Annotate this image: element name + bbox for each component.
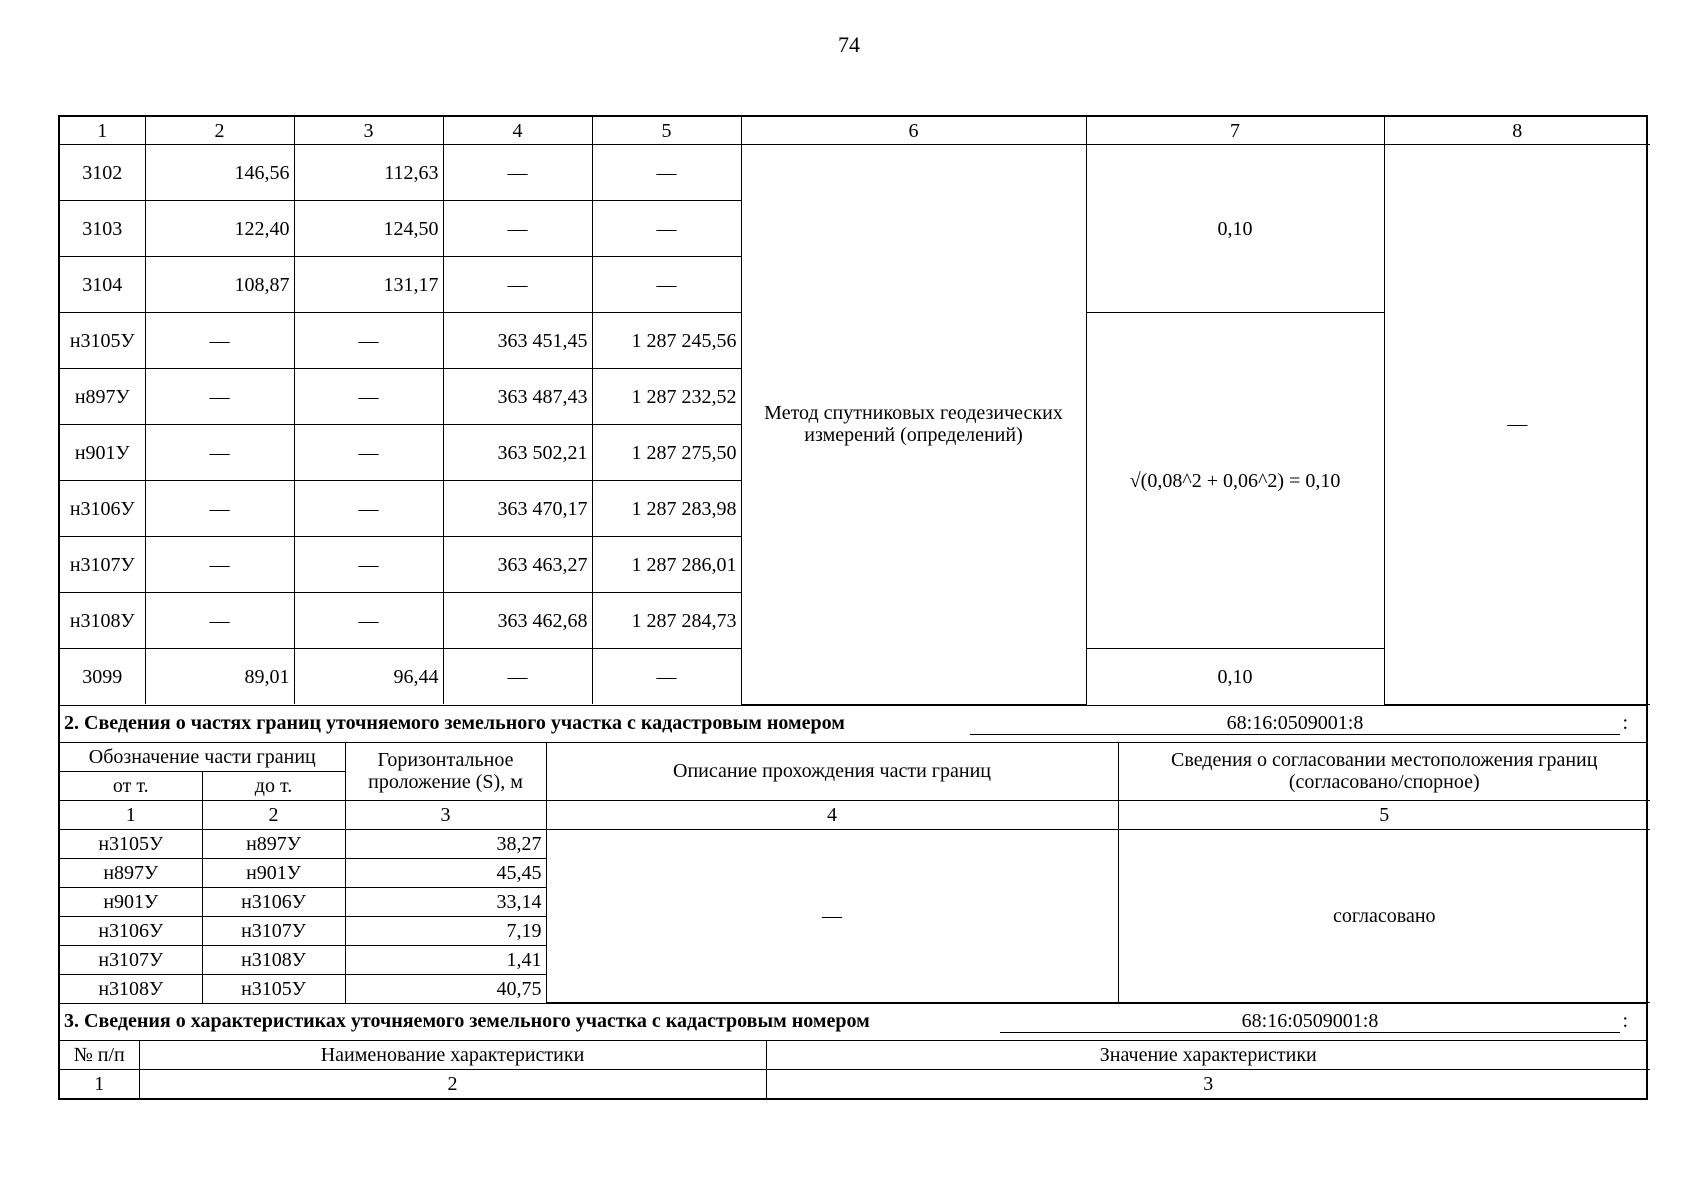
cell: — [592, 145, 741, 201]
point-id: н897У [60, 369, 145, 425]
cadastral-number: 68:16:0509001:8 [1000, 1010, 1620, 1033]
col-num: 5 [1118, 800, 1650, 829]
section3-title-row [60, 1003, 1646, 1041]
cell: 108,87 [145, 257, 294, 313]
cell: — [592, 649, 741, 705]
cell: — [294, 425, 443, 481]
col8-cell: — [1384, 145, 1650, 705]
point-id: 3104 [60, 257, 145, 313]
table-num-row [60, 800, 1650, 829]
point-id: н3105У [60, 313, 145, 369]
col-header: Описание прохождения части границ [546, 743, 1118, 801]
cell: 363 502,21 [443, 425, 592, 481]
cell: 1 287 275,50 [592, 425, 741, 481]
accuracy-bottom: 0,10 [1086, 649, 1384, 705]
table-num-row [60, 1070, 1650, 1099]
col-header: Наименование характеристики [139, 1041, 766, 1070]
description-cell: — [546, 829, 1118, 1003]
point-id: н3106У [60, 481, 145, 537]
length: 40,75 [345, 974, 546, 1003]
point-id: н901У [60, 425, 145, 481]
document-table [58, 115, 1648, 1100]
cell: — [443, 201, 592, 257]
cell: 131,17 [294, 257, 443, 313]
cell: — [592, 257, 741, 313]
from-point: н897У [60, 858, 202, 887]
coordinates-table [60, 117, 1650, 705]
col-header: 1 [60, 117, 145, 145]
point-id: н3108У [60, 593, 145, 649]
cell: — [443, 145, 592, 201]
col-header: № п/п [60, 1041, 139, 1070]
cell: — [443, 257, 592, 313]
col-header: 5 [592, 117, 741, 145]
from-point: н3106У [60, 916, 202, 945]
table-header-row [60, 117, 1650, 145]
section2-title-row [60, 705, 1646, 743]
from-point: н901У [60, 887, 202, 916]
col-num: 4 [546, 800, 1118, 829]
point-id: н3107У [60, 537, 145, 593]
col-header: 7 [1086, 117, 1384, 145]
agreement-cell: согласовано [1118, 829, 1650, 1003]
colon: : [1622, 711, 1628, 734]
col-header: 3 [294, 117, 443, 145]
cell: 122,40 [145, 201, 294, 257]
cell: — [294, 313, 443, 369]
cell: — [145, 537, 294, 593]
col-header: Сведения о согласовании местоположения границ (согласовано/спорное) [1118, 743, 1650, 801]
accuracy-top: 0,10 [1086, 145, 1384, 313]
cell: — [145, 481, 294, 537]
table-row [60, 145, 1650, 201]
col-header: 6 [741, 117, 1086, 145]
cell: 1 287 283,98 [592, 481, 741, 537]
col-num: 1 [60, 1070, 139, 1099]
cell: 124,50 [294, 201, 443, 257]
col-header: 8 [1384, 117, 1650, 145]
cell: — [145, 593, 294, 649]
col-header: от т. [60, 771, 202, 800]
cell: 96,44 [294, 649, 443, 705]
col-header: Горизонтальное проложение (S), м [345, 743, 546, 801]
from-point: н3108У [60, 974, 202, 1003]
cell: — [294, 369, 443, 425]
from-point: н3105У [60, 829, 202, 858]
cell: 1 287 284,73 [592, 593, 741, 649]
col-header: 2 [145, 117, 294, 145]
cell: 1 287 232,52 [592, 369, 741, 425]
col-header: Обозначение части границ [60, 743, 345, 772]
cell: 146,56 [145, 145, 294, 201]
cell: — [592, 201, 741, 257]
cell: — [145, 313, 294, 369]
cell: — [294, 481, 443, 537]
cell: 363 487,43 [443, 369, 592, 425]
cell: 363 451,45 [443, 313, 592, 369]
cell: — [294, 537, 443, 593]
col-header: Значение характеристики [766, 1041, 1650, 1070]
cell: — [145, 425, 294, 481]
cell: — [145, 369, 294, 425]
cell: — [443, 649, 592, 705]
point-id: 3103 [60, 201, 145, 257]
table-row [60, 829, 1650, 858]
to-point: н3106У [202, 887, 345, 916]
length: 33,14 [345, 887, 546, 916]
col-header: 4 [443, 117, 592, 145]
characteristics-table [60, 1041, 1650, 1098]
to-point: н3108У [202, 945, 345, 974]
length: 7,19 [345, 916, 546, 945]
cell: 1 287 245,56 [592, 313, 741, 369]
length: 38,27 [345, 829, 546, 858]
col-num: 2 [202, 800, 345, 829]
page-number: 74 [838, 32, 860, 57]
to-point: н901У [202, 858, 345, 887]
table-header-row [60, 743, 1650, 772]
section2-title: 2. Сведения о частях границ уточняемого земельного участка с кадастровым номером [64, 711, 845, 734]
from-point: н3107У [60, 945, 202, 974]
col-num: 3 [766, 1070, 1650, 1099]
point-id: 3102 [60, 145, 145, 201]
boundary-parts-table [60, 743, 1650, 1004]
col-num: 3 [345, 800, 546, 829]
col-num: 1 [60, 800, 202, 829]
to-point: н3107У [202, 916, 345, 945]
length: 1,41 [345, 945, 546, 974]
colon: : [1622, 1010, 1628, 1032]
point-id: 3099 [60, 649, 145, 705]
cell: 89,01 [145, 649, 294, 705]
cell: — [294, 593, 443, 649]
cadastral-number: 68:16:0509001:8 [970, 712, 1620, 735]
cell: 363 462,68 [443, 593, 592, 649]
cell: 363 463,27 [443, 537, 592, 593]
method-cell: Метод спутниковых геодезических измерений (определений) [741, 145, 1086, 705]
col-num: 2 [139, 1070, 766, 1099]
table-header-row [60, 1041, 1650, 1070]
to-point: н897У [202, 829, 345, 858]
col-header: до т. [202, 771, 345, 800]
cell: 1 287 286,01 [592, 537, 741, 593]
to-point: н3105У [202, 974, 345, 1003]
cell: 363 470,17 [443, 481, 592, 537]
length: 45,45 [345, 858, 546, 887]
section3-title: 3. Сведения о характеристиках уточняемого земельного участка с кадастровым номером [64, 1010, 870, 1032]
cell: 112,63 [294, 145, 443, 201]
accuracy-formula: √(0,08^2 + 0,06^2) = 0,10 [1086, 313, 1384, 649]
